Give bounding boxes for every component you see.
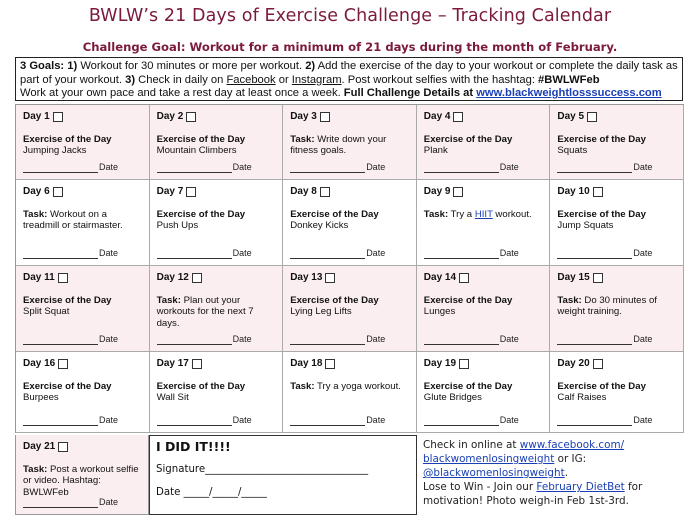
day-label	[290, 272, 410, 284]
task-label: Task:	[290, 380, 315, 392]
date-label: Date	[499, 247, 519, 258]
day-checkbox[interactable]	[186, 187, 196, 197]
date-line[interactable]	[424, 248, 519, 260]
day-number: Day 6	[23, 186, 50, 197]
task-description: Workout on a treadmill or stairmaster.	[23, 208, 123, 231]
task-description: Try a yoga workout.	[314, 380, 401, 392]
day-cell	[550, 105, 684, 180]
calendar-grid	[15, 104, 684, 433]
exercise-name: Donkey Kicks	[290, 220, 349, 231]
date-line[interactable]	[23, 497, 118, 509]
day-number: Day 11	[23, 272, 55, 283]
exercise-heading: Exercise of the Day	[156, 133, 246, 145]
goals-label: 3 Goals:	[20, 60, 65, 72]
day-label	[157, 358, 277, 370]
page-title: BWLW’s 21 Days of Exercise Challenge – Tracking Calendar	[88, 6, 612, 26]
day-cell	[283, 266, 417, 352]
day-cell	[150, 266, 284, 352]
page-subtitle: Challenge Goal: Workout for a minimum of 21 days during the month of February.	[82, 40, 618, 54]
exercise-heading: Exercise of the Day	[557, 133, 646, 145]
task-label: Task:	[23, 463, 48, 475]
date-line[interactable]	[557, 248, 652, 260]
task-label: Task:	[290, 133, 315, 145]
checkin-period: .	[564, 467, 568, 479]
date-line[interactable]	[290, 162, 385, 174]
exercise-name: Glute Bridges	[423, 392, 482, 403]
day-21-task	[23, 464, 142, 499]
facebook-link[interactable]: Facebook	[226, 73, 276, 86]
date-label: Date	[99, 333, 119, 344]
goal-3-number: 3)	[125, 73, 136, 86]
exercise-heading: Exercise of the Day	[423, 380, 513, 392]
date-label: Date	[633, 161, 653, 172]
date-label: Date	[499, 161, 519, 172]
day-checkbox[interactable]	[192, 273, 202, 283]
day-cell	[550, 180, 684, 266]
day-label	[557, 186, 677, 198]
day-cell	[550, 266, 684, 352]
date-line[interactable]	[157, 334, 252, 346]
task-description: Try a	[448, 208, 475, 220]
day-cell	[417, 352, 551, 433]
day-number: Day 5	[557, 111, 585, 122]
day-number: Day 12	[156, 272, 189, 283]
day-label	[424, 186, 544, 198]
date-line[interactable]	[424, 334, 519, 346]
completion-date-line[interactable]: Date _____/_____/_____	[156, 487, 267, 498]
exercise-heading: Exercise of the Day	[156, 380, 246, 392]
dietbet-link[interactable]: February DietBet	[536, 481, 625, 493]
date-label: Date	[232, 247, 252, 258]
day-cell	[283, 352, 417, 433]
day-number: Day 1	[23, 111, 50, 122]
day-cell	[283, 180, 417, 266]
goal-3-text: Check in daily on	[135, 73, 227, 86]
date-line[interactable]	[23, 334, 118, 346]
day-21-label: Day 21	[23, 441, 56, 452]
day-checkbox[interactable]	[53, 112, 63, 122]
checkin-or-ig: or IG:	[554, 453, 587, 465]
exercise-name: Calf Raises	[557, 392, 607, 403]
day-cell	[16, 105, 150, 180]
day-number: Day 15	[557, 272, 590, 283]
goal-2-text: Add the exercise of the day to your workout or complete the daily task as part of your workout.	[20, 60, 678, 86]
day-label	[424, 272, 544, 284]
task-description: Do 30 minutes of weight training.	[557, 294, 657, 317]
day-cell	[550, 352, 684, 433]
day-21-cell	[15, 435, 149, 515]
day-number: Day 18	[290, 358, 323, 369]
hashtag: #BWLWFeb	[538, 73, 600, 86]
task-description: Write down your fitness goals.	[290, 133, 387, 156]
day-number: Day 4	[423, 111, 451, 122]
day-checkbox[interactable]	[53, 187, 63, 197]
day-checkbox[interactable]	[593, 187, 603, 197]
task-text	[290, 134, 410, 157]
day-checkbox[interactable]	[58, 359, 68, 369]
exercise-name: Split Squat	[23, 306, 70, 317]
facebook-url-link-cont[interactable]: blackwomenlosingweight	[423, 453, 555, 465]
day-number: Day 9	[423, 186, 451, 197]
goals-box	[15, 57, 683, 101]
date-label: Date	[633, 333, 653, 344]
day-cell	[417, 180, 551, 266]
day-checkbox[interactable]	[325, 273, 335, 283]
date-label: Date	[366, 161, 386, 172]
date-line[interactable]	[557, 415, 652, 427]
checkin-intro: Check in online at	[423, 439, 520, 451]
day-checkbox[interactable]	[459, 359, 469, 369]
details-label: Full Challenge Details at	[343, 87, 477, 100]
day-label	[157, 186, 277, 198]
day-cell	[16, 266, 150, 352]
day-label	[23, 358, 143, 370]
day-label	[290, 358, 410, 370]
lose-to-win-text: Lose to Win - Join our	[423, 481, 537, 493]
did-it-headline: I DID IT!!!!	[156, 439, 231, 454]
task-text	[23, 209, 143, 232]
date-line[interactable]	[157, 248, 252, 260]
exercise-heading: Exercise of the Day	[290, 208, 379, 220]
day-label	[424, 111, 544, 123]
exercise-name: Jump Squats	[557, 220, 614, 231]
date-line[interactable]	[424, 162, 519, 174]
date-label: Date	[633, 414, 653, 425]
date-line[interactable]	[23, 248, 118, 260]
exercise-heading: Exercise of the Day	[23, 133, 112, 145]
day-label	[23, 441, 142, 453]
day-number: Day 17	[156, 358, 189, 369]
date-line[interactable]	[23, 162, 118, 174]
exercise-heading: Exercise of the Day	[423, 294, 513, 306]
exercise-name: Squats	[557, 145, 588, 156]
exercise-name: Burpees	[23, 392, 59, 403]
day-label	[424, 358, 544, 370]
goals-line-2: Work at your own pace and take a rest day at least once a week.	[20, 87, 344, 100]
day-number: Day 7	[156, 186, 184, 197]
date-label: Date	[366, 414, 386, 425]
exercise-name: Push Ups	[156, 220, 199, 231]
date-line[interactable]	[557, 334, 652, 346]
day-cell	[417, 266, 551, 352]
day-checkbox[interactable]	[593, 273, 603, 283]
day-label	[157, 272, 277, 284]
day-cell	[16, 180, 150, 266]
instagram-handle-link[interactable]: @blackwomenlosingweight	[423, 467, 565, 479]
day-number: Day 16	[23, 358, 56, 369]
day-number: Day 20	[557, 358, 590, 369]
day-21-task-text: Post a workout selfie or video. Hashtag: BWLWFeb	[23, 463, 139, 498]
task-label: Task:	[557, 294, 582, 306]
day-cell	[150, 105, 284, 180]
date-line[interactable]	[290, 415, 385, 427]
date-label: Date	[232, 161, 252, 172]
day-checkbox[interactable]	[58, 273, 68, 283]
day-label	[157, 111, 277, 123]
date-label: Date	[499, 414, 519, 425]
goal-or-text: or	[275, 73, 292, 86]
exercise-heading: Exercise of the Day	[557, 208, 646, 220]
exercise-heading: Exercise of the Day	[23, 380, 112, 392]
day-number: Day 3	[290, 111, 317, 122]
exercise-heading: Exercise of the Day	[423, 133, 513, 145]
date-label: Date	[99, 161, 119, 172]
day-cell	[150, 180, 284, 266]
exercise-heading: Exercise of the Day	[557, 380, 646, 392]
date-line[interactable]	[290, 334, 385, 346]
exercise-heading: Exercise of the Day	[23, 294, 112, 306]
date-line[interactable]	[157, 415, 252, 427]
day-label	[557, 272, 677, 284]
task-label: Task:	[423, 208, 449, 220]
day-checkbox[interactable]	[320, 187, 330, 197]
goal-1-text: Workout for 30 minutes or more per workout.	[77, 60, 306, 72]
day-label	[290, 111, 410, 123]
day-number: Day 13	[290, 272, 323, 283]
details-url: www.blackweightlosssuccess.com	[476, 87, 662, 100]
task-text	[290, 381, 410, 393]
exercise-name: Plank	[423, 145, 448, 156]
goal-hashtag-text: . Post workout selfies with the hashtag:	[341, 73, 539, 86]
date-label: Date	[232, 333, 252, 344]
task-label: Task:	[156, 294, 181, 306]
day-label	[557, 111, 677, 123]
did-it-box	[149, 435, 417, 515]
day-21-checkbox[interactable]	[58, 442, 68, 452]
date-label: Date	[99, 414, 119, 425]
day-label	[23, 272, 143, 284]
day-cell	[417, 105, 551, 180]
date-line[interactable]	[557, 162, 652, 174]
instagram-link[interactable]: Instagram	[291, 73, 342, 86]
day-checkbox[interactable]	[459, 273, 469, 283]
date-label: Date	[99, 247, 119, 258]
date-line[interactable]	[290, 248, 385, 260]
day-checkbox[interactable]	[325, 359, 335, 369]
day-label	[23, 186, 143, 198]
task-description-end: workout.	[492, 208, 532, 220]
task-text	[424, 209, 544, 221]
day-label	[290, 186, 410, 198]
date-label: Date	[366, 247, 386, 258]
signature-line[interactable]: Signature________________________________	[156, 464, 369, 475]
facebook-url-link[interactable]: www.facebook.com/	[519, 439, 625, 451]
day-number: Day 8	[290, 186, 317, 197]
day-checkbox[interactable]	[320, 112, 330, 122]
exercise-heading: Exercise of the Day	[290, 294, 379, 306]
date-line[interactable]	[23, 415, 118, 427]
exercise-heading: Exercise of the Day	[156, 208, 246, 220]
date-label: Date	[232, 414, 252, 425]
goal-1-number: 1)	[67, 60, 78, 72]
task-text	[157, 295, 277, 330]
dietbet-motivation-text: for motivation! Photo weigh-in Feb 1st-3rd.	[423, 481, 643, 507]
date-line[interactable]	[424, 415, 519, 427]
date-label: Date	[99, 496, 119, 507]
day-number: Day 14	[423, 272, 457, 283]
day-label	[23, 111, 143, 123]
day-checkbox[interactable]	[587, 112, 597, 122]
day-cell	[16, 352, 150, 433]
task-description: Plan out your workouts for the next 7 days.	[156, 294, 254, 329]
exercise-name: Wall Sit	[156, 392, 189, 403]
day-checkbox[interactable]	[186, 112, 196, 122]
day-cell	[283, 105, 417, 180]
day-number: Day 10	[557, 186, 590, 197]
goal-2-number: 2)	[305, 60, 316, 72]
checkin-info	[417, 435, 683, 515]
day-number: Day 19	[423, 358, 457, 369]
task-text	[557, 295, 677, 318]
task-link[interactable]: HIIT	[474, 208, 493, 220]
day-label	[557, 358, 677, 370]
exercise-name: Jumping Jacks	[23, 145, 87, 156]
details-url-link[interactable]	[476, 87, 662, 99]
date-label: Date	[499, 333, 519, 344]
exercise-name: Lying Leg Lifts	[290, 306, 352, 317]
exercise-name: Lunges	[423, 306, 456, 317]
day-number: Day 2	[156, 111, 184, 122]
task-label: Task:	[23, 208, 48, 220]
date-label: Date	[366, 333, 386, 344]
day-checkbox[interactable]	[453, 112, 463, 122]
day-checkbox[interactable]	[192, 359, 202, 369]
bottom-row	[15, 435, 683, 515]
day-cell	[150, 352, 284, 433]
day-checkbox[interactable]	[453, 187, 463, 197]
exercise-name: Mountain Climbers	[156, 145, 237, 156]
day-checkbox[interactable]	[593, 359, 603, 369]
date-label: Date	[633, 247, 653, 258]
date-line[interactable]	[157, 162, 252, 174]
